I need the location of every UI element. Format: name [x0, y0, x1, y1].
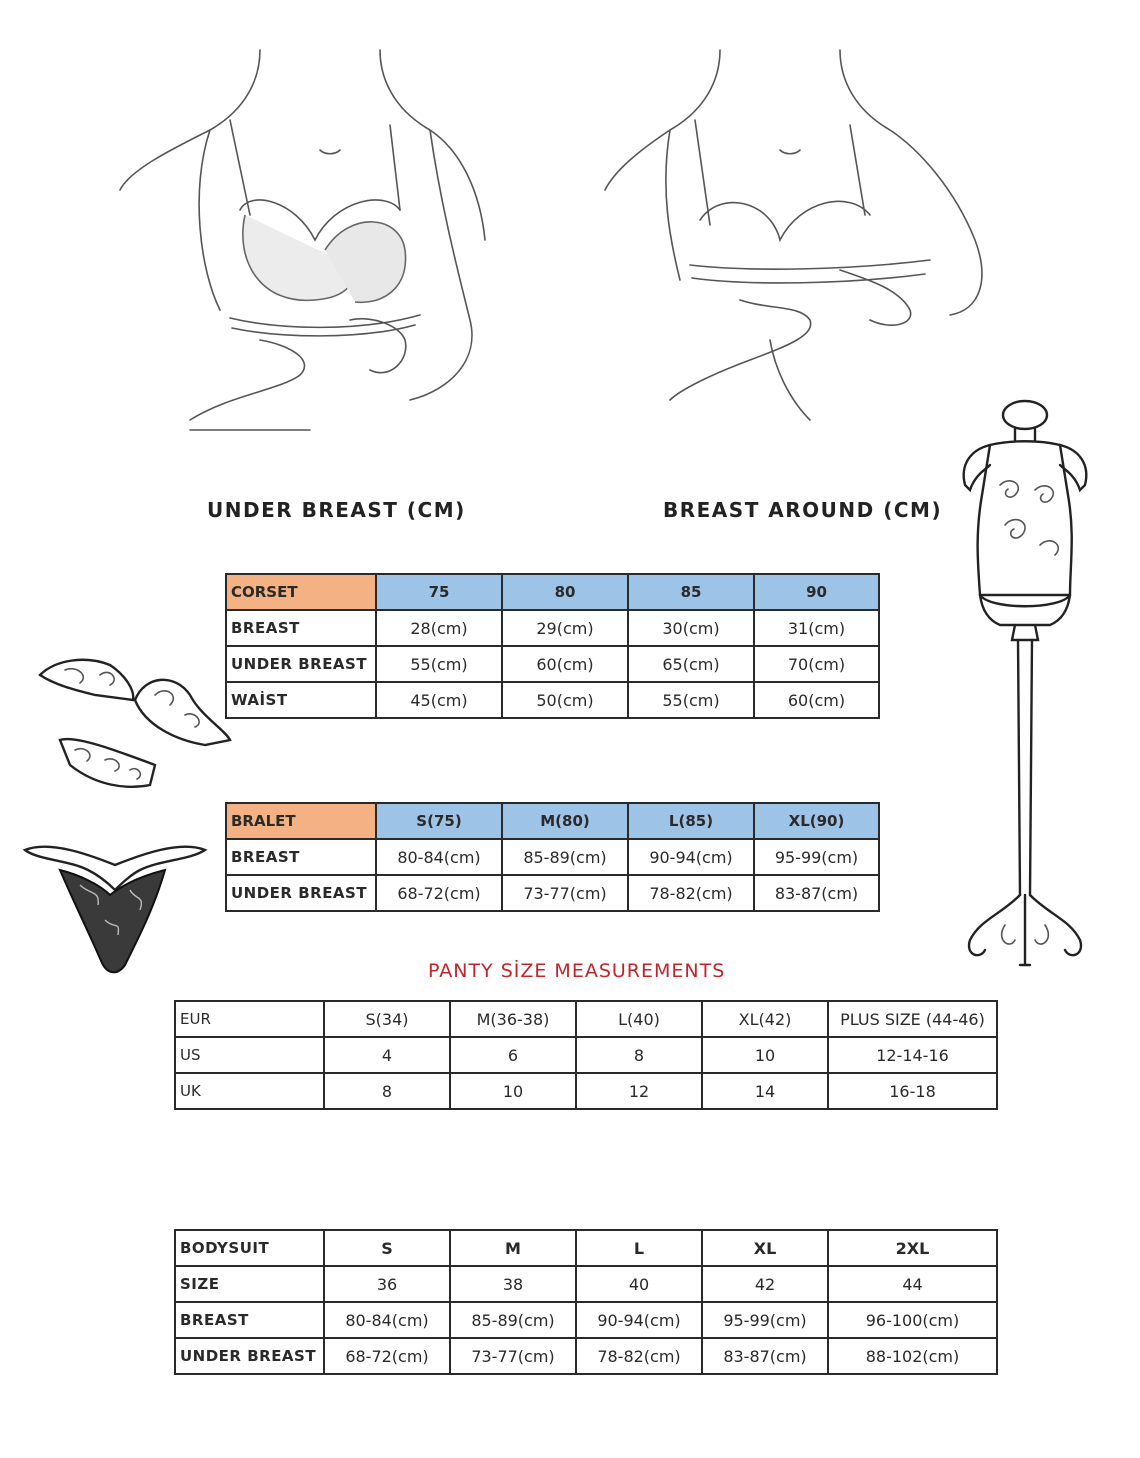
table-cell: 96-100(cm)	[828, 1302, 997, 1338]
table-cell: XL(42)	[702, 1001, 828, 1037]
table-cell: 50(cm)	[502, 682, 628, 718]
table-cell: 73-77(cm)	[450, 1338, 576, 1374]
table-cell: 83-87(cm)	[702, 1338, 828, 1374]
table-header-cell: 85	[628, 574, 754, 610]
table-row	[226, 682, 879, 718]
table-cell: 42	[702, 1266, 828, 1302]
table-cell: S(34)	[324, 1001, 450, 1037]
corset-size-table	[225, 573, 880, 719]
table-cell: 60(cm)	[502, 646, 628, 682]
row-label: BREAST	[226, 610, 376, 646]
table-cell: 44	[828, 1266, 997, 1302]
table-cell: 70(cm)	[754, 646, 879, 682]
table-cell: 16-18	[828, 1073, 997, 1109]
row-label: BREAST	[226, 839, 376, 875]
table-row	[226, 646, 879, 682]
table-row	[175, 1037, 997, 1073]
table-cell: 38	[450, 1266, 576, 1302]
table-cell: L(40)	[576, 1001, 702, 1037]
table-header-cell: S(75)	[376, 803, 502, 839]
table-row	[175, 1302, 997, 1338]
table-cell: 90-94(cm)	[628, 839, 754, 875]
table-cell: 36	[324, 1266, 450, 1302]
table-cell: 28(cm)	[376, 610, 502, 646]
table-cell: PLUS SIZE (44-46)	[828, 1001, 997, 1037]
breast-around-caption: BREAST AROUND (CM)	[663, 498, 943, 522]
table-header-cell: M	[450, 1230, 576, 1266]
row-label: BREAST	[175, 1302, 324, 1338]
table-header-cell: XL(90)	[754, 803, 879, 839]
under-breast-caption: UNDER BREAST (CM)	[207, 498, 466, 522]
table-cell: 8	[324, 1073, 450, 1109]
table-header-cell: 80	[502, 574, 628, 610]
table-cell: 78-82(cm)	[628, 875, 754, 911]
row-label: EUR	[175, 1001, 324, 1037]
table-header-row	[175, 1230, 997, 1266]
table-cell: 68-72(cm)	[376, 875, 502, 911]
table-cell: 78-82(cm)	[576, 1338, 702, 1374]
table-row	[175, 1001, 997, 1037]
table-cell: 60(cm)	[754, 682, 879, 718]
bodysuit-size-table	[174, 1229, 998, 1375]
breast-around-measure-illustration	[600, 40, 1000, 440]
table-row	[226, 610, 879, 646]
table-header-cell: M(80)	[502, 803, 628, 839]
table-cell: 80-84(cm)	[376, 839, 502, 875]
table-cell: 29(cm)	[502, 610, 628, 646]
table-cell: 14	[702, 1073, 828, 1109]
panty-size-title: PANTY SİZE MEASUREMENTS	[428, 960, 726, 982]
table-cell: 73-77(cm)	[502, 875, 628, 911]
table-cell: 40	[576, 1266, 702, 1302]
table-cell: 88-102(cm)	[828, 1338, 997, 1374]
table-cell: 30(cm)	[628, 610, 754, 646]
table-header-cell: L(85)	[628, 803, 754, 839]
table-header-cell: 2XL	[828, 1230, 997, 1266]
table-row	[175, 1338, 997, 1374]
bodysuit-label: BODYSUIT	[175, 1230, 324, 1266]
table-cell: 95-99(cm)	[754, 839, 879, 875]
table-cell: 4	[324, 1037, 450, 1073]
table-cell: 10	[702, 1037, 828, 1073]
table-cell: 8	[576, 1037, 702, 1073]
table-cell: 68-72(cm)	[324, 1338, 450, 1374]
table-cell: 31(cm)	[754, 610, 879, 646]
table-row	[175, 1266, 997, 1302]
mannequin-illustration	[950, 395, 1100, 975]
row-label: UNDER BREAST	[175, 1338, 324, 1374]
bra-illustration	[35, 655, 245, 805]
table-cell: 85-89(cm)	[502, 839, 628, 875]
corset-label: CORSET	[226, 574, 376, 610]
table-header-cell: 90	[754, 574, 879, 610]
row-label: SIZE	[175, 1266, 324, 1302]
table-cell: 90-94(cm)	[576, 1302, 702, 1338]
table-cell: 55(cm)	[628, 682, 754, 718]
table-header-row	[226, 574, 879, 610]
table-cell: 12	[576, 1073, 702, 1109]
under-breast-measure-illustration	[110, 40, 510, 440]
bralet-label: BRALET	[226, 803, 376, 839]
row-label: US	[175, 1037, 324, 1073]
table-cell: 12-14-16	[828, 1037, 997, 1073]
table-row	[226, 875, 879, 911]
table-cell: 95-99(cm)	[702, 1302, 828, 1338]
table-cell: 85-89(cm)	[450, 1302, 576, 1338]
row-label: WAİST	[226, 682, 376, 718]
row-label: UNDER BREAST	[226, 875, 376, 911]
table-cell: 10	[450, 1073, 576, 1109]
panty-size-table	[174, 1000, 998, 1110]
table-cell: 45(cm)	[376, 682, 502, 718]
table-header-cell: XL	[702, 1230, 828, 1266]
table-cell: 6	[450, 1037, 576, 1073]
row-label: UNDER BREAST	[226, 646, 376, 682]
table-cell: 83-87(cm)	[754, 875, 879, 911]
thong-illustration	[20, 835, 210, 980]
table-header-row	[226, 803, 879, 839]
bralet-size-table	[225, 802, 880, 912]
table-header-cell: S	[324, 1230, 450, 1266]
row-label: UK	[175, 1073, 324, 1109]
table-header-cell: L	[576, 1230, 702, 1266]
table-cell: 65(cm)	[628, 646, 754, 682]
table-row	[226, 839, 879, 875]
table-row	[175, 1073, 997, 1109]
table-header-cell: 75	[376, 574, 502, 610]
table-cell: M(36-38)	[450, 1001, 576, 1037]
table-cell: 80-84(cm)	[324, 1302, 450, 1338]
table-cell: 55(cm)	[376, 646, 502, 682]
